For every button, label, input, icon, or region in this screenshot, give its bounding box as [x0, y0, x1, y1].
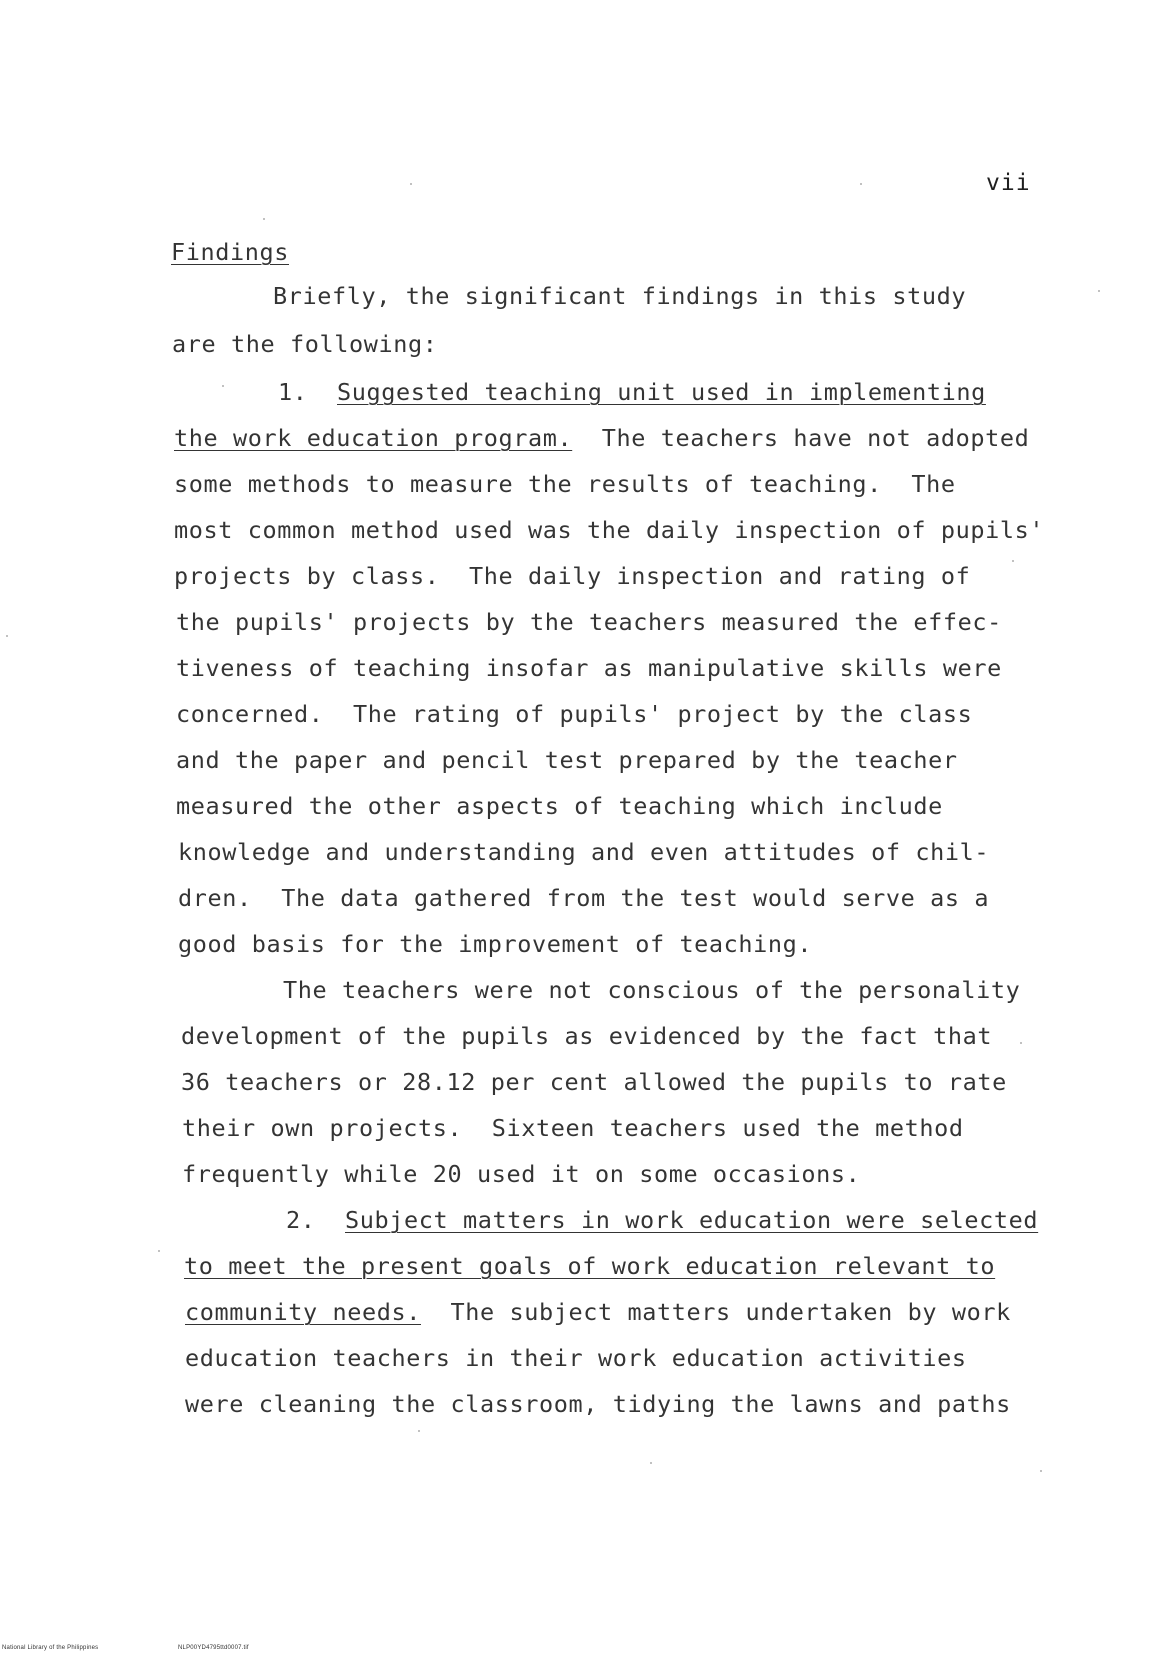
finding-text: The subject matters undertaken by work [450, 1298, 1011, 1326]
scan-speck [222, 385, 224, 387]
finding-1-number [278, 378, 986, 406]
finding-title: Suggested teaching unit used in implementing [337, 378, 986, 406]
finding-title: Subject matters in work education were selected [345, 1206, 1039, 1234]
body-line: their own projects. Sixteen teachers used the method [182, 1114, 964, 1142]
scan-speck [158, 1250, 160, 1252]
page-number: vii [986, 170, 1031, 196]
scan-speck [1040, 1470, 1042, 1472]
finding-number: 2. [286, 1206, 316, 1234]
body-line: were cleaning the classroom, tidying the lawns and paths [185, 1390, 1011, 1418]
body-line: measured the other aspects of teaching which include [176, 792, 943, 820]
body-line: frequently while 20 used it on some occasions. [182, 1160, 861, 1188]
finding-2-title-line [185, 1298, 1011, 1326]
intro-line: are the following: [172, 330, 438, 358]
scan-speck [860, 183, 862, 185]
scan-speck [418, 1430, 420, 1432]
body-line: and the paper and pencil test prepared by the teacher [176, 746, 958, 774]
scan-speck [1020, 1042, 1022, 1044]
body-line: 36 teachers or 28.12 per cent allowed the pupils to rate [181, 1068, 1007, 1096]
body-line: some methods to measure the results of teaching. The [174, 470, 956, 498]
scan-speck [263, 218, 265, 220]
finding-2-number [286, 1206, 1038, 1234]
body-line: good basis for the improvement of teaching. [178, 930, 813, 958]
body-line: education teachers in their work education activities [185, 1344, 967, 1372]
body-line: concerned. The rating of pupils' project by the class [176, 700, 973, 728]
scan-speck [410, 183, 412, 185]
body-line: development of the pupils as evidenced by the fact that [181, 1022, 993, 1050]
scan-speck [650, 1462, 652, 1464]
finding-title: to meet the present goals of work education relevant to [184, 1252, 996, 1280]
scan-speck [1012, 560, 1014, 562]
body-line: most common method used was the daily inspection of pupils' [174, 516, 1045, 544]
footer-file-id: NLP00YD4795ttd0007.tif [178, 1645, 249, 1651]
footer-library-label: National Library of the Philippines [2, 1645, 99, 1651]
scan-speck [6, 635, 8, 637]
body-line: projects by class. The daily inspection and rating of [174, 562, 971, 590]
body-line: knowledge and understanding and even attitudes of chil- [178, 838, 990, 866]
body-line: tiveness of teaching insofar as manipulative skills were [176, 654, 1002, 682]
finding-title: the work education program. [174, 424, 573, 452]
body-line: The teachers were not conscious of the personality [283, 976, 1021, 1004]
scan-speck [1098, 290, 1100, 292]
body-line: the pupils' projects by the teachers measured the effec- [176, 608, 1002, 636]
intro-line: Briefly, the significant findings in this study [273, 282, 967, 310]
finding-1-title-line [174, 424, 1029, 452]
body-line: dren. The data gathered from the test would serve as a [178, 884, 990, 912]
finding-title: community needs. [185, 1298, 421, 1326]
finding-number: 1. [278, 378, 308, 406]
finding-text: The teachers have not adopted [601, 424, 1030, 452]
section-heading: Findings [171, 238, 289, 266]
